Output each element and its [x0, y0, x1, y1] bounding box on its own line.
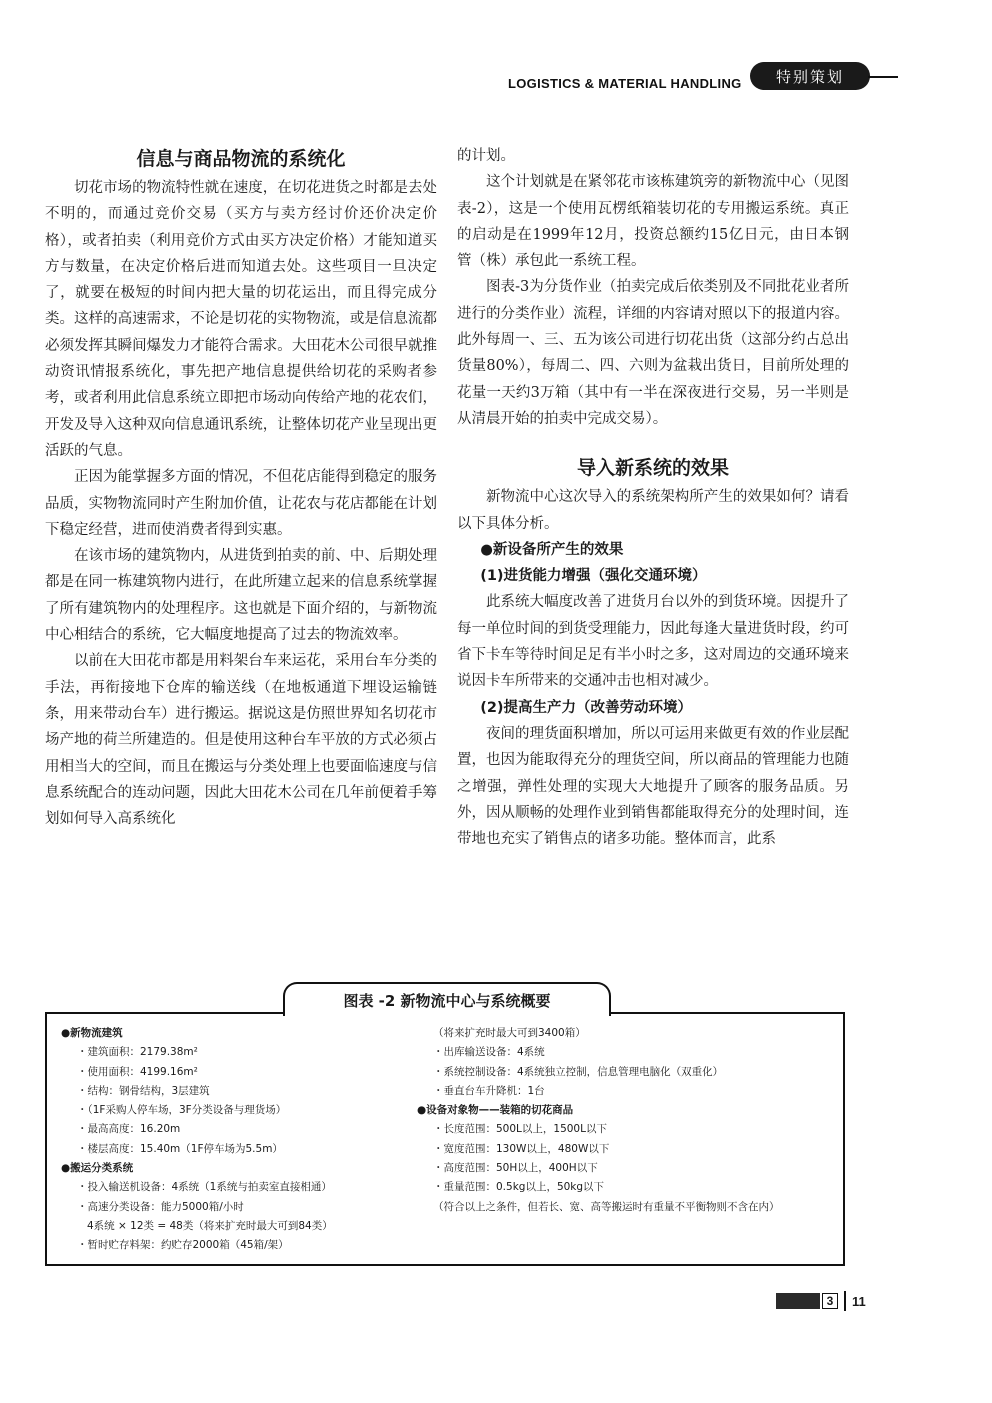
figure-line: ・垂直台车升降机：1台	[433, 1084, 545, 1097]
paragraph: 夜间的理货面积增加，所以可运用来做更有效的作业层配置，也因为能取得充分的理货空间，所以商品的管理能力也随之增强，弹性处理的实现大大地提升了顾客的服务品质。另外，因从顺畅的处理作业到销售都能取得充分的处理时间，连带地也充实了销售点的诸多功能。整体而言，此系	[457, 725, 849, 848]
right-column	[457, 143, 849, 852]
figure-line: （将来扩充时最大可到3400箱）	[433, 1027, 586, 1039]
figure-line: （符合以上之条件，但若长、宽、高等搬运时有重量不平衡物则不含在内）	[433, 1200, 780, 1213]
paragraph: 切花市场的物流特性就在速度，在切花进货之时都是去处不明的，而通过竞价交易（买方与卖方经讨价还价决定价格），或者拍卖（利用竞价方式由买方决定价格）才能知道买方与数量，在决定价格后进而知道去处。这些项目一旦决定了，就要在极短的时间内把大量的切花运出，而且得完成分类。这样的高速需求，不论是切花的实物物流，或是信息流都必须发挥其瞬间爆发力才能符合需求。大田花木公司很早就推动资讯情报系统化，事先把产地信息提供给切花的采购者参考，或者利用此信息系统立即把市场动向传给产地的花农们，开发及导入这种双向信息通讯系统，让整体切花产业呈现出更活跃的气息。	[45, 180, 437, 459]
figure-left-list	[61, 1024, 421, 1256]
figure-box	[45, 991, 845, 1266]
figure-line: ・重量范围：0.5kg以上，50kg以下	[433, 1181, 605, 1194]
figure-line: ・投入输送机设备：4系统（1系统与拍卖室直接相通）	[77, 1181, 332, 1194]
page-number: 11	[852, 1293, 866, 1309]
figure-line: ●搬运分类系统	[61, 1162, 134, 1175]
paragraph: 此系统大幅度改善了进货月台以外的到货环境。因提升了每一单位时间的到货受理能力，因此每逢大量进货时段，约可省下卡车等待时间足足有半小时之多，这对周边的交通环境来说因卡车所带来的交通冲击也相对减少。	[457, 594, 849, 690]
footer-bar	[776, 1293, 820, 1309]
subheading: (1)进货能力增强（强化交通环境）	[480, 568, 707, 585]
figure-line: ・（1F采购人停车场，3F分类设备与理货场）	[77, 1104, 287, 1117]
section-header	[504, 62, 904, 96]
paragraph: 这个计划就是在紧邻花市该栋建筑旁的新物流中心（见图表-2），这是一个使用瓦楞纸箱装切花的专用搬运系统。真正的启动是在1999年12月，投资总额约15亿日元，由日本钢管（株）承包此一系统工程。	[457, 174, 849, 270]
subheading: (2)提高生产力（改善劳动环境）	[480, 699, 693, 716]
figure-line: ・高度范围：50H以上，400H以下	[433, 1162, 598, 1175]
figure-line: 4系统 × 12类 = 48类（将来扩充时最大可到84类）	[87, 1219, 333, 1232]
figure-line: ・使用面积：4199.16m²	[77, 1065, 198, 1078]
figure-line: ・最高高度：16.20m	[77, 1123, 181, 1136]
figure-line: ・宽度范围：130W以上，480W以下	[433, 1142, 610, 1155]
left-column	[45, 143, 437, 832]
figure-caption: 图表 -2 新物流中心与系统概要	[283, 982, 611, 1016]
section-tag: 特别策划	[750, 62, 870, 90]
bullet-heading: ●新设备所产生的效果	[480, 541, 624, 558]
paragraph: 以前在大田花市都是用料架台车来运花，采用台车分类的手法，再衔接地下仓库的输送线（在地板通道下埋设运输链条，用来带动台车）进行搬运。据说这是仿照世界知名切花市场产地的荷兰所建造的。但是使用这种台车平放的方式必须占用相当大的空间，而且在搬运与分类处理上也要面临速度与信息系统配合的连动问题，因此大田花木公司在几年前便着手筹划如何导入高系统化	[45, 653, 437, 828]
footer-divider	[844, 1291, 846, 1311]
section-heading: 信息与商品物流的系统化	[136, 148, 346, 170]
figure-line: ・高速分类设备：能力5000箱/小时	[77, 1200, 244, 1213]
section-heading: 导入新系统的效果	[576, 457, 729, 480]
figure-line: ・暂时贮存料架：约贮存2000箱（45箱/架）	[77, 1239, 289, 1252]
spacer	[457, 432, 849, 452]
figure-line: ●设备对象物——装箱的切花商品	[417, 1104, 574, 1117]
figure-right-list	[417, 1024, 837, 1217]
figure-line: ・楼层高度：15.40m（1F停车场为5.5m）	[77, 1142, 283, 1155]
paragraph: 正因为能掌握多方面的情况，不但花店能得到稳定的服务品质，实物物流同时产生附加价值，让花农与花店都能在计划下稳定经营，进而使消费者得到实惠。	[45, 469, 437, 538]
header-rule	[868, 76, 898, 78]
paragraph: 在该市场的建筑物内，从进货到拍卖的前、中、后期处理都是在同一栋建筑物内进行，在此所建立起来的信息系统掌握了所有建筑物内的处理程序。这也就是下面介绍的，与新物流中心相结合的系统，它大幅度地提高了过去的物流效率。	[45, 548, 437, 644]
figure-line: ・系统控制设备：4系统独立控制，信息管理电脑化（双重化）	[433, 1065, 724, 1078]
figure-line: ・长度范围：500L以上，1500L以下	[433, 1123, 607, 1136]
figure-line: ・结构：钢骨结构，3层建筑	[77, 1084, 210, 1097]
figure-line: ●新物流建筑	[61, 1027, 123, 1039]
figure-line: ・建筑面积：2179.38m²	[77, 1046, 198, 1059]
page-footer	[776, 1290, 866, 1312]
paragraph: 图表-3为分货作业（拍卖完成后依类别及不同批花业者所进行的分类作业）流程，详细的内容请对照以下的报道内容。此外每周一、三、五为该公司进行切花出货（这部分约占总出货量80%），每周二、四、六则为盆栽出货日，目前所处理的花量一天约3万箱（其中有一半在深夜进行交易，另一半则是从清晨开始的拍卖中完成交易）。	[457, 279, 849, 427]
figure-line: ・出库输送设备：4系统	[433, 1046, 545, 1059]
paragraph-continuation: 的计划。	[457, 148, 515, 164]
section-name-en: LOGISTICS & MATERIAL HANDLING	[508, 76, 742, 91]
paragraph: 新物流中心这次导入的系统架构所产生的效果如何？请看以下具体分析。	[457, 489, 849, 532]
issue-number: 3	[822, 1293, 838, 1309]
